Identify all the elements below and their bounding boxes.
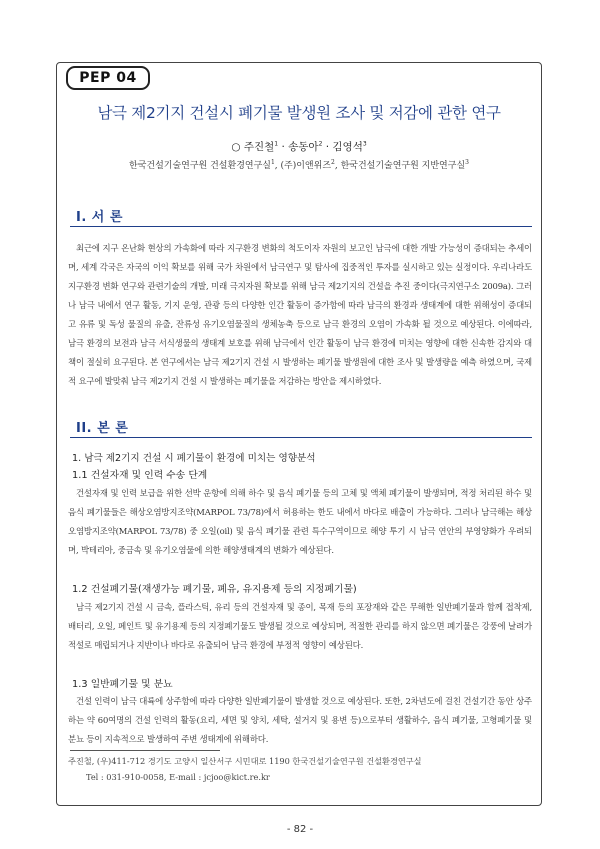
subsection-heading-1: 1. 남극 제2기지 건설 시 폐기물이 환경에 미치는 영향분석	[72, 453, 316, 464]
session-badge: PEP 04	[66, 66, 150, 90]
affiliation-2: , (주)이앤위즈	[274, 161, 332, 171]
author-separator: ·	[278, 141, 289, 153]
author-bullet: ○	[231, 141, 241, 153]
subsection-heading-1-2: 1.2 건설폐기물(재생가능 폐기물, 폐유, 유지용제 등의 지정폐기물)	[72, 584, 357, 595]
section-rule	[70, 226, 532, 227]
section-heading-body: II. 본 론	[76, 421, 129, 436]
subsection-heading-1-1: 1.1 건설자재 및 인력 수송 단계	[72, 470, 208, 481]
section-heading-introduction: I. 서 론	[76, 210, 123, 225]
affiliation-3: , 한국건설기술연구원 지반연구실	[334, 161, 466, 171]
author-separator: ·	[322, 141, 333, 153]
author-2: 송동아	[288, 141, 319, 153]
author-3: 김영석	[332, 141, 363, 153]
affiliation-3-mark: 3	[465, 159, 469, 166]
introduction-paragraph: 최근에 지구 온난화 현상의 가속화에 따라 지구환경 변화의 척도이자 자원의 보고인 남극에 대한 개발 가능성이 증대되는 추세이며, 세계 각국은 자국의 이익 확보를 위해 국가 차원에서 남극연구 및 탐사에 집중적인 투자를 실시하고 있는 실정이다. 우리나라도 지구환경 변화 연구와 관련기술의 개발, 미래 극지자원 확보를 위해 남극 제2기지의 건설을 추진 중이다(극지연구소 2009a). 그러나 남극 내에서 연구 활동, 기지 운영, 관광 등의 다양한 인간 활동이 증가함에 따라 남극의 환경과 생태계에 대한 위해성이 증대되고 유류 및 독성 물질의 유출, 잔류성 유기오염물질의 생체농축 등으로 남극 환경의 오염이 가속화 될 것으로 예상된다. 이에따라, 남극 환경의 보전과 남극 서식생물의 생태계 보호를 위해 남극에서 인간 활동이 남극 환경에 미치는 영향에 대한 신속한 감지와 대책이 절실히 요구된다. 본 연구에서는 남극 제2기지 건설 시 발생하는 폐기물 발생원에 대한 조사 및 발생량을 예측 하였으며, 국제적 요구에 발맞춰 남극 제2기지 건설 시 발생하는 폐기물을 저감하는 방안을 제시하였다.	[68, 243, 532, 386]
affiliations	[56, 158, 542, 171]
affiliation-1-mark: 1	[270, 159, 275, 166]
author-list	[56, 139, 542, 154]
affiliation-1: 한국건설기술연구원 건설환경연구실	[129, 161, 271, 171]
author-1: 주진철	[243, 141, 275, 153]
paper-title: 남극 제2기지 건설시 폐기물 발생원 조사 및 저감에 관한 연구	[97, 104, 501, 122]
subsection-1-3-paragraph: 건설 인력이 남극 대륙에 상주함에 따라 다양한 일반폐기물이 발생할 것으로 예상된다. 또한, 2차년도에 걸친 건설기간 동안 상주하는 약 60여명의 건설 인력의 활동(요리, 세면 및 양치, 세탁, 설거지 및 용변 등)으로부터 생활하수, 음식 폐기물, 고형폐기물 및 분뇨 등이 지속적으로 발생하여 주변 생태계에 위해하다.	[68, 696, 532, 744]
author-2-mark: 2	[318, 140, 323, 148]
affiliation-2-mark: 2	[331, 159, 335, 166]
subsection-1-1-paragraph: 건설자재 및 인력 보급을 위한 선박 운항에 의해 하수 및 음식 폐기물 등의 고체 및 액체 폐기물이 발생되며, 적정 처리된 하수 및 음식 폐기물들은 해상오염방지조약(MARPOL 73/78)에서 허용하는 한도 내에서 바다로 배출이 가능하다. 그러나 남극해는 해상오염방지조약(MARPOL 73/78) 중 오일(oil) 및 음식 폐기물 관련 특수구역이므로 해양 투기 시 남극 연안의 부영양화가 우려되며, 박테리아, 중금속 및 유기오염물에 의한 해양생태계의 변화가 예상된다.	[68, 488, 532, 555]
footnote-address: 주진철, (우)411-712 경기도 고양시 일산서구 시민대로 1190 한국건설기술연구원 건설환경연구실	[68, 756, 422, 766]
footnote-rule	[70, 750, 220, 751]
subsection-1-2-paragraph: 남극 제2기지 건설 시 금속, 플라스틱, 유리 등의 건설자재 및 종이, 목재 등의 포장재와 같은 무해한 일반폐기물과 함께 접착제, 배터리, 오일, 페인트 및 유기용제 등의 지정폐기물도 발생될 것으로 예상되며, 적절한 관리를 하지 않으면 폐기물은 강풍에 날려가 적설로 매립되거나 지반이나 바다로 유출되어 남극 환경에 부정적 영향이 예상된다.	[68, 602, 532, 650]
footnote-contact: Tel : 031-910-0058, E-mail : jcjoo@kict.re.kr	[86, 772, 270, 782]
subsection-heading-1-3: 1.3 일반폐기물 및 분뇨	[72, 679, 173, 690]
page-number: - 82 -	[286, 824, 314, 835]
section-rule	[70, 437, 532, 438]
author-1-mark: 1	[274, 140, 279, 148]
author-3-mark: 3	[362, 140, 367, 148]
